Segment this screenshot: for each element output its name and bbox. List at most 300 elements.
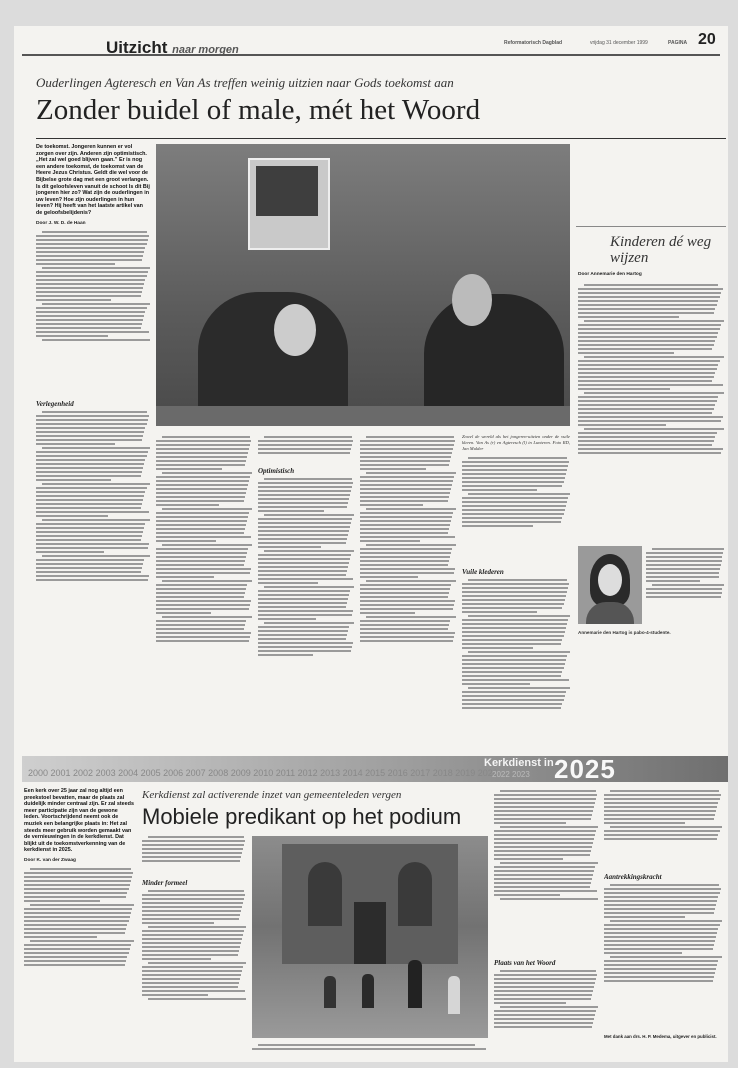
text-line — [162, 616, 252, 618]
text-line — [36, 323, 142, 325]
text-line — [366, 580, 456, 582]
body-text — [462, 455, 570, 565]
text-line — [24, 960, 126, 962]
text-line — [36, 247, 145, 249]
text-line — [578, 288, 723, 290]
text-line — [604, 980, 713, 982]
text-line — [36, 423, 147, 425]
text-line — [36, 255, 143, 257]
text-line — [156, 560, 245, 562]
text-line — [142, 910, 241, 912]
text-line — [462, 525, 533, 527]
text-line — [142, 966, 243, 968]
text-line — [646, 552, 723, 554]
text-line — [258, 1044, 475, 1046]
article2-footer: Met dank aan drs. H. P. Medema, uitgever en publicist. — [604, 1034, 717, 1039]
text-line — [36, 331, 149, 333]
text-line — [360, 548, 452, 550]
text-line — [30, 940, 134, 942]
text-line — [584, 320, 724, 322]
text-line — [462, 599, 565, 601]
band-years-small: 2022 2023 — [492, 770, 530, 779]
article1-byline: Door J. W. D. de Haan — [36, 220, 86, 226]
text-line — [156, 512, 249, 514]
text-line — [36, 307, 147, 309]
text-line — [258, 506, 347, 508]
text-line — [500, 898, 598, 900]
text-line — [578, 368, 717, 370]
article1-col2 — [156, 434, 252, 750]
text-line — [156, 632, 251, 634]
band-years: 2000 2001 2002 2003 2004 2005 2006 2007 2008 2009 2010 2011 2012 2013 2014 2015 2016 2017 2018 2019 2020 — [28, 768, 498, 778]
text-line — [360, 572, 454, 574]
text-line — [156, 600, 251, 602]
article2-col3 — [494, 788, 598, 1058]
text-line — [646, 576, 719, 578]
text-line — [360, 496, 449, 498]
text-line — [36, 311, 145, 313]
text-line — [142, 986, 238, 988]
section-label — [106, 38, 239, 58]
text-line — [156, 476, 250, 478]
text-line — [142, 974, 241, 976]
text-line — [462, 509, 565, 511]
text-line — [36, 563, 143, 565]
text-line — [494, 830, 596, 832]
photo-head-right — [452, 274, 492, 326]
text-line — [36, 451, 148, 453]
text-line — [258, 486, 352, 488]
text-line — [366, 508, 456, 510]
text-line — [156, 556, 246, 558]
text-line — [360, 488, 451, 490]
text-line — [462, 517, 562, 519]
text-line — [494, 818, 591, 820]
text-line — [258, 598, 348, 600]
text-line — [36, 495, 144, 497]
text-line — [36, 499, 143, 501]
text-line — [156, 564, 244, 566]
page-number: 20 — [698, 31, 716, 48]
text-line — [24, 912, 131, 914]
text-line — [36, 479, 111, 481]
text-line — [156, 548, 248, 550]
text-line — [258, 654, 313, 656]
body-text — [258, 476, 354, 746]
text-line — [360, 464, 449, 466]
headline-rule — [36, 138, 726, 139]
text-line — [36, 527, 144, 529]
text-line — [494, 842, 593, 844]
text-line — [156, 636, 250, 638]
text-line — [360, 632, 455, 634]
text-line — [24, 936, 97, 938]
text-line — [36, 271, 148, 273]
text-line — [142, 844, 244, 846]
text-line — [360, 520, 451, 522]
article1-col1 — [36, 144, 150, 750]
text-line — [36, 559, 144, 561]
text-line — [360, 552, 451, 554]
sidebar-title: Kinderen dé weg wijzen — [610, 234, 712, 266]
text-line — [494, 878, 592, 880]
text-line — [148, 962, 246, 964]
text-line — [494, 834, 595, 836]
text-line — [142, 990, 245, 992]
text-line — [578, 412, 712, 414]
text-line — [36, 459, 145, 461]
text-line — [578, 316, 679, 318]
body-text — [462, 577, 570, 750]
text-line — [36, 335, 108, 337]
photo-window — [308, 862, 342, 926]
text-line — [494, 894, 560, 896]
article2-photo — [252, 836, 488, 1038]
text-line — [36, 419, 148, 421]
text-line — [604, 916, 685, 918]
text-line — [24, 924, 127, 926]
text-line — [494, 874, 593, 876]
text-line — [36, 439, 142, 441]
text-line — [578, 336, 717, 338]
text-line — [646, 556, 722, 558]
text-line — [142, 958, 211, 960]
text-line — [494, 886, 590, 888]
text-line — [500, 1006, 598, 1008]
text-line — [156, 460, 246, 462]
text-line — [578, 364, 718, 366]
article1-kicker: Ouderlingen Agteresch en Van As treffen weinig uitzien naar Gods toekomst aan — [36, 75, 454, 90]
text-line — [462, 631, 565, 633]
text-line — [258, 546, 321, 548]
text-line — [42, 303, 150, 305]
photo-figure — [362, 974, 374, 1008]
text-line — [604, 814, 715, 816]
body-text — [156, 434, 252, 750]
text-line — [156, 528, 245, 530]
text-line — [258, 538, 347, 540]
text-line — [494, 870, 594, 872]
text-line — [156, 500, 244, 502]
text-line — [578, 360, 720, 362]
text-line — [264, 436, 352, 438]
text-line — [578, 384, 723, 386]
text-line — [258, 494, 350, 496]
text-line — [646, 588, 722, 590]
text-line — [156, 532, 244, 534]
text-line — [578, 396, 718, 398]
text-line — [604, 964, 717, 966]
text-line — [36, 475, 141, 477]
photo-window — [398, 862, 432, 926]
text-line — [462, 647, 533, 649]
text-line — [156, 448, 249, 450]
text-line — [156, 520, 247, 522]
text-line — [468, 457, 567, 459]
text-line — [258, 578, 353, 580]
text-line — [36, 279, 145, 281]
text-line — [604, 936, 716, 938]
text-line — [24, 888, 129, 890]
text-line — [258, 518, 352, 520]
portrait-body — [586, 602, 634, 624]
text-line — [604, 818, 714, 820]
text-line — [36, 283, 144, 285]
text-line — [258, 510, 324, 512]
body-text — [142, 888, 246, 1058]
text-line — [578, 436, 715, 438]
kerkdienst-band — [22, 756, 728, 782]
text-line — [24, 948, 130, 950]
text-line — [142, 982, 239, 984]
text-line — [258, 630, 348, 632]
text-line — [156, 612, 211, 614]
text-line — [258, 448, 351, 450]
text-line — [604, 802, 718, 804]
photo-table — [156, 406, 570, 426]
text-line — [36, 571, 141, 573]
article1-headline: Zonder buidel of male, mét het Woord — [36, 94, 481, 126]
text-line — [258, 574, 346, 576]
text-line — [24, 944, 131, 946]
text-line — [604, 960, 718, 962]
text-line — [494, 822, 566, 824]
text-line — [360, 504, 423, 506]
text-line — [360, 524, 450, 526]
subhead-plaats-van-het-woord: Plaats van het Woord — [494, 959, 556, 967]
text-line — [494, 890, 597, 892]
text-line — [366, 436, 454, 438]
text-line — [36, 275, 147, 277]
text-line — [462, 595, 566, 597]
text-line — [36, 243, 147, 245]
text-line — [258, 582, 318, 584]
text-line — [468, 579, 567, 581]
text-line — [36, 263, 115, 265]
text-line — [142, 946, 240, 948]
text-line — [162, 580, 252, 582]
article2-headline: Mobiele predikant op het podium — [142, 804, 462, 829]
text-line — [578, 304, 717, 306]
section-subtitle: naar morgen — [172, 44, 239, 56]
text-line — [494, 1022, 593, 1024]
text-line — [500, 826, 598, 828]
text-line — [148, 890, 244, 892]
text-line — [258, 558, 350, 560]
text-line — [24, 876, 132, 878]
text-line — [646, 572, 719, 574]
text-line — [604, 896, 718, 898]
sidebar — [576, 144, 726, 748]
text-line — [604, 976, 714, 978]
text-line — [148, 998, 246, 1000]
text-line — [360, 556, 450, 558]
article1-photo — [156, 144, 570, 426]
text-line — [360, 540, 420, 542]
text-line — [36, 579, 148, 581]
text-line — [360, 528, 449, 530]
text-line — [42, 447, 150, 449]
text-line — [500, 790, 596, 792]
text-line — [156, 628, 244, 630]
text-line — [462, 675, 561, 677]
text-line — [578, 300, 718, 302]
text-line — [494, 802, 595, 804]
text-line — [36, 427, 145, 429]
text-line — [462, 627, 566, 629]
text-line — [604, 952, 682, 954]
text-line — [360, 476, 454, 478]
newspaper-page — [14, 26, 728, 1062]
text-line — [258, 554, 351, 556]
text-line — [162, 544, 252, 546]
text-line — [578, 332, 718, 334]
sidebar-text — [578, 282, 724, 542]
photo-door — [354, 902, 386, 964]
text-line — [578, 328, 720, 330]
text-line — [578, 440, 714, 442]
text-line — [156, 440, 251, 442]
text-line — [156, 540, 216, 542]
text-line — [42, 411, 147, 413]
text-line — [360, 444, 454, 446]
text-line — [604, 838, 717, 840]
band-year: 2025 — [554, 756, 616, 782]
text-line — [604, 822, 685, 824]
text-line — [24, 932, 125, 934]
sidebar-caption: Annemarie den Hartog is pabo-4-studente. — [578, 630, 671, 635]
text-line — [36, 259, 142, 261]
text-line — [494, 838, 594, 840]
text-line — [36, 235, 149, 237]
text-line — [468, 615, 570, 617]
text-line — [494, 794, 597, 796]
body-text — [604, 788, 722, 870]
text-line — [142, 840, 245, 842]
text-line — [156, 536, 251, 538]
text-line — [584, 284, 718, 286]
text-line — [494, 814, 592, 816]
text-line — [258, 490, 351, 492]
text-line — [360, 448, 453, 450]
text-line — [36, 327, 141, 329]
subhead-vuile-klederen: Vuile klederen — [462, 568, 504, 576]
text-line — [156, 468, 222, 470]
text-line — [162, 472, 252, 474]
portrait-face — [598, 564, 622, 596]
text-line — [360, 560, 449, 562]
text-line — [156, 484, 248, 486]
text-line — [24, 916, 130, 918]
text-line — [604, 940, 715, 942]
text-line — [36, 239, 148, 241]
article1-col5 — [462, 434, 570, 750]
text-line — [258, 542, 346, 544]
text-line — [494, 1002, 566, 1004]
text-line — [646, 596, 721, 598]
text-line — [360, 564, 448, 566]
text-line — [360, 460, 450, 462]
text-line — [360, 584, 451, 586]
text-line — [258, 498, 349, 500]
text-line — [360, 608, 453, 610]
text-line — [142, 930, 244, 932]
text-line — [360, 596, 448, 598]
text-line — [156, 492, 246, 494]
text-line — [36, 319, 143, 321]
text-line — [36, 511, 149, 513]
text-line — [156, 608, 249, 610]
text-line — [142, 852, 242, 854]
text-line — [156, 496, 245, 498]
text-line — [610, 826, 722, 828]
text-line — [36, 567, 142, 569]
text-line — [36, 523, 145, 525]
text-line — [604, 904, 716, 906]
text-line — [494, 978, 596, 980]
text-line — [258, 502, 348, 504]
text-line — [494, 846, 592, 848]
page-label: PAGINA — [668, 40, 688, 46]
text-line — [604, 810, 716, 812]
text-line — [42, 267, 150, 269]
text-line — [360, 532, 448, 534]
text-line — [156, 624, 245, 626]
text-line — [646, 592, 722, 594]
text-line — [258, 526, 350, 528]
text-line — [156, 516, 248, 518]
text-line — [36, 435, 143, 437]
text-line — [584, 392, 724, 394]
text-line — [578, 452, 721, 454]
text-line — [142, 970, 242, 972]
text-line — [156, 504, 219, 506]
text-line — [494, 854, 590, 856]
text-line — [142, 902, 243, 904]
text-line — [156, 456, 247, 458]
text-line — [360, 480, 453, 482]
article2-byline: Door K. van der Zwaag — [24, 857, 76, 863]
text-line — [360, 636, 454, 638]
text-line — [36, 515, 108, 517]
paper-name: Reformatorisch Dagblad — [504, 40, 563, 46]
text-line — [36, 299, 111, 301]
text-line — [462, 635, 564, 637]
text-line — [252, 1048, 486, 1050]
text-line — [462, 461, 569, 463]
text-line — [578, 292, 721, 294]
text-line — [604, 830, 720, 832]
photo-frame-painting — [256, 166, 318, 216]
text-line — [604, 924, 720, 926]
text-line — [578, 432, 717, 434]
body-text — [36, 229, 150, 397]
text-line — [36, 431, 144, 433]
photo-person-left — [198, 292, 348, 412]
text-line — [462, 611, 537, 613]
article2-photo-below — [252, 1042, 488, 1058]
text-line — [604, 932, 717, 934]
sidebar-byline: Door Annemarie den Hartog — [578, 272, 642, 277]
text-line — [36, 507, 141, 509]
text-line — [462, 619, 568, 621]
text-line — [36, 443, 115, 445]
text-line — [258, 614, 352, 616]
text-line — [652, 584, 724, 586]
text-line — [500, 862, 598, 864]
text-line — [462, 587, 568, 589]
text-line — [36, 543, 149, 545]
